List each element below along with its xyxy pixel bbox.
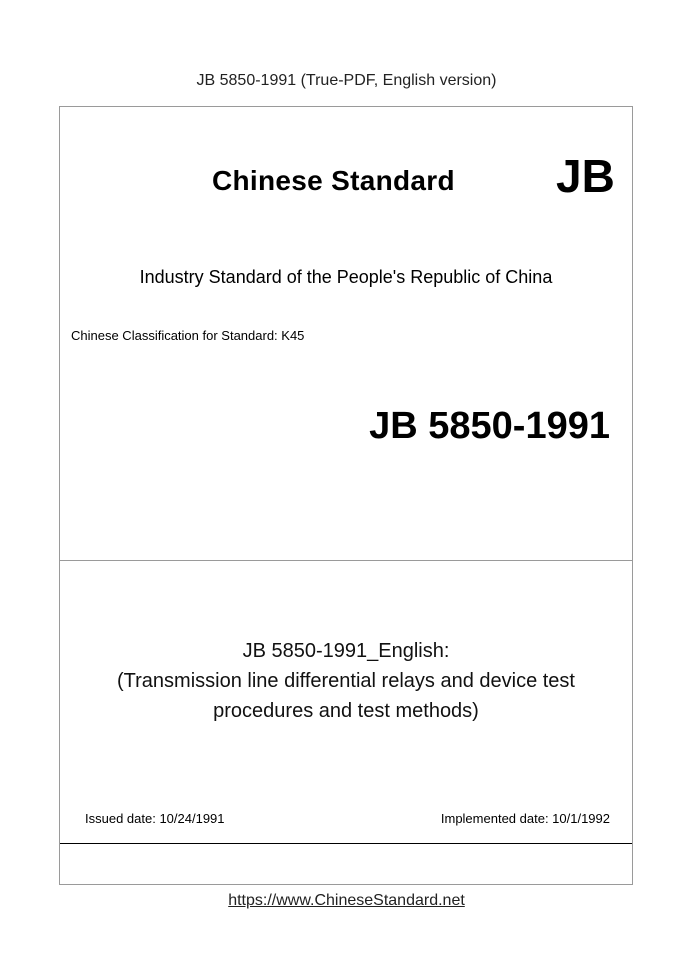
- cover-code-prefix: JB: [556, 150, 615, 202]
- standard-number: JB 5850-1991: [369, 405, 610, 447]
- document-title-line-2: (Transmission line differential relays and device test: [117, 670, 575, 692]
- classification-label: Chinese Classification for Standard: K45: [71, 328, 305, 343]
- bottom-empty-box: [60, 843, 632, 885]
- document-title-line-1: JB 5850-1991_English:: [242, 640, 450, 662]
- header-note: JB 5850-1991 (True-PDF, English version): [196, 72, 497, 89]
- cover-subtitle: Industry Standard of the People's Republic of China: [139, 267, 553, 287]
- section-divider: [60, 560, 632, 561]
- issued-date: Issued date: 10/24/1991: [85, 811, 225, 826]
- document-title: [60, 636, 632, 726]
- cover-title: Chinese Standard: [212, 165, 455, 196]
- website-link[interactable]: https://www.ChineseStandard.net: [228, 892, 465, 909]
- implemented-date: Implemented date: 10/1/1992: [440, 811, 610, 826]
- document-title-line-3: procedures and test methods): [213, 700, 479, 722]
- cover-frame: [59, 106, 633, 885]
